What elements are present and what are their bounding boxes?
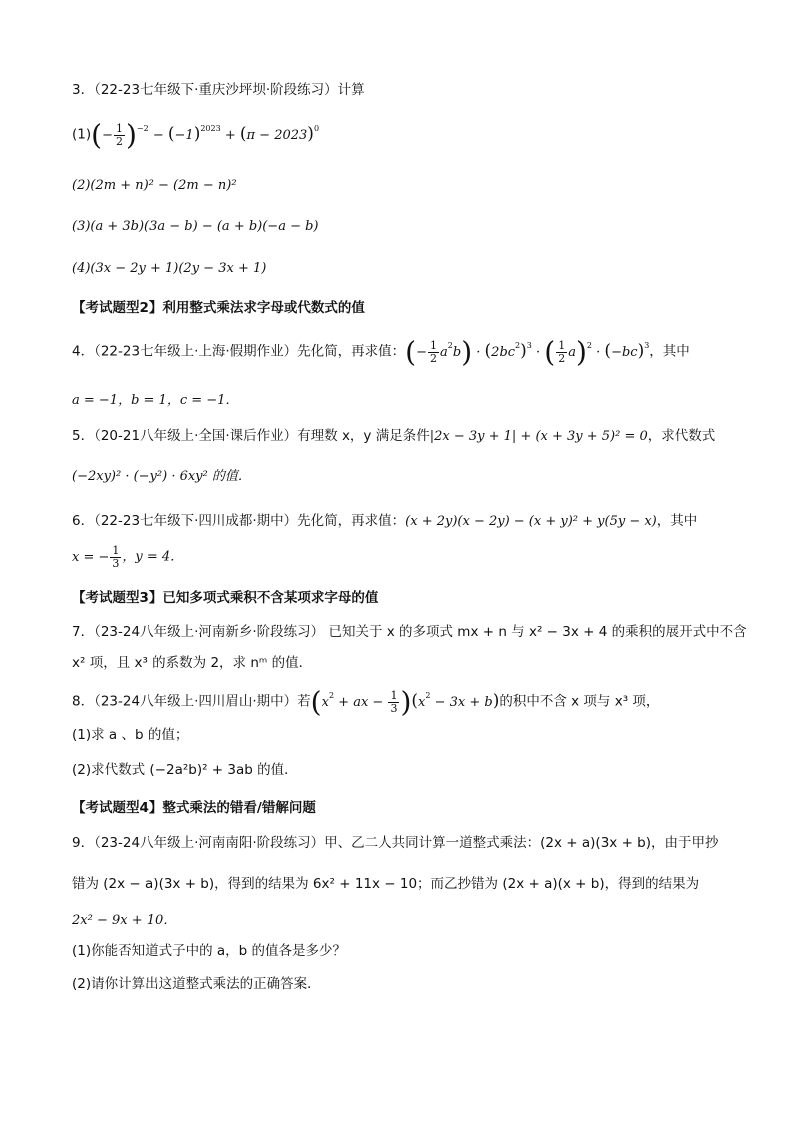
q5-expr: |2x − 3y + 1| + (x + 3y + 5)² = 0: [429, 429, 648, 444]
q8-expr: ($x^2$ + ax − $\frac{1}{3}$ )$(x^2 - 3x + b)$: [310, 685, 500, 718]
q4-line2: a = −1，b = 1，c = −1．: [72, 393, 239, 408]
q5-line2: (−2xy)² · (−y²) · 6xy² 的值．: [72, 469, 251, 484]
q3-part1-expr: (− $\frac{1}{2}$ )$^{-2} - (-1)^{2023} + (\pi - 2023)^0$: [91, 118, 320, 151]
type3-heading: 【考试题型3】已知多项式乘积不含某项求字母的值: [72, 590, 379, 606]
q7-line2: x² 项，且 x³ 的系数为 2，求 nᵐ 的值．: [72, 655, 313, 671]
q5-line1: [72, 428, 715, 445]
q6-expr: (x + 2y)(x − 2y) − (x + y)² + y(5y − x): [405, 514, 657, 529]
q3-part4: (4)(3x − 2y + 1)(2y − 3x + 1): [72, 261, 267, 276]
q9-part2: (2)请你计算出这道整式乘法的正确答案．: [72, 976, 321, 992]
q4-suffix: ，其中: [649, 343, 690, 360]
q6-x-value: x = − $\frac{1}{3}$: [72, 544, 120, 570]
q6-suffix: ，其中: [656, 513, 698, 529]
q6-line2: [72, 545, 183, 569]
type2-heading: 【考试题型2】利用整式乘法求字母或代数式的值: [72, 300, 365, 316]
q5-suffix: ，求代数式: [647, 428, 716, 444]
q4-line1: [72, 335, 690, 368]
q9-line3: 2x² − 9x + 10．: [72, 913, 177, 928]
q6-line1: [72, 513, 697, 530]
q8-stem: 8．（23-24八年级上·四川眉山·期中）若: [72, 693, 311, 710]
q8-part2: (2)求代数式 (−2a²b)² + 3ab 的值．: [72, 762, 298, 778]
q3-part1-label: (1): [72, 126, 92, 143]
q7-line1: 7．（23-24八年级上·河南新乡·阶段练习） 已知关于 x 的多项式 mx + n 与 x² − 3x + 4 的乘积的展开式中不含: [72, 624, 747, 640]
q3-stem: 3．（22-23七年级下·重庆沙坪坝·阶段练习）计算: [72, 82, 365, 98]
type4-heading: 【考试题型4】整式乘法的错看/错解问题: [72, 800, 316, 816]
q8-part1: (1)求 a 、b 的值；: [72, 727, 189, 743]
q3-part3: (3)(a + 3b)(3a − b) − (a + b)(−a − b): [72, 219, 319, 234]
q9-part1: (1)你能否知道式子中的 a，b 的值各是多少？: [72, 943, 347, 959]
q3-part2: (2)(2m + n)² − (2m − n)²: [72, 178, 237, 193]
q4-expr: (− $\frac{1}{2}$ $a^2b) \cdot (2bc^2)^3$ · ( $\frac{1}{2}$ $a)^2 \cdot (-bc)^3$: [405, 335, 650, 368]
q3-part1: [72, 118, 320, 151]
q8-line1: [72, 685, 660, 718]
q6-stem: 6．（22-23七年级下·四川成都·期中）先化简，再求值：: [72, 513, 406, 529]
q9-line2: 错为 (2x − a)(3x + b)，得到的结果为 6x² + 11x − 10；而乙抄错为 (2x + a)(x + b)，得到的结果为: [72, 876, 700, 892]
q6-line2-suffix: ，y = 4．: [122, 549, 184, 565]
q9-line1: 9．（23-24八年级上·河南南阳·阶段练习）甲、乙二人共同计算一道整式乘法：(2x + a)(3x + b)，由于甲抄: [72, 835, 719, 851]
q8-suffix: 的积中不含 x 项与 x³ 项，: [499, 693, 660, 710]
q5-stem: 5．（20-21八年级上·全国·课后作业）有理数 x，y 满足条件: [72, 428, 430, 444]
q4-stem: 4．（22-23七年级上·上海·假期作业）先化简，再求值：: [72, 343, 406, 360]
